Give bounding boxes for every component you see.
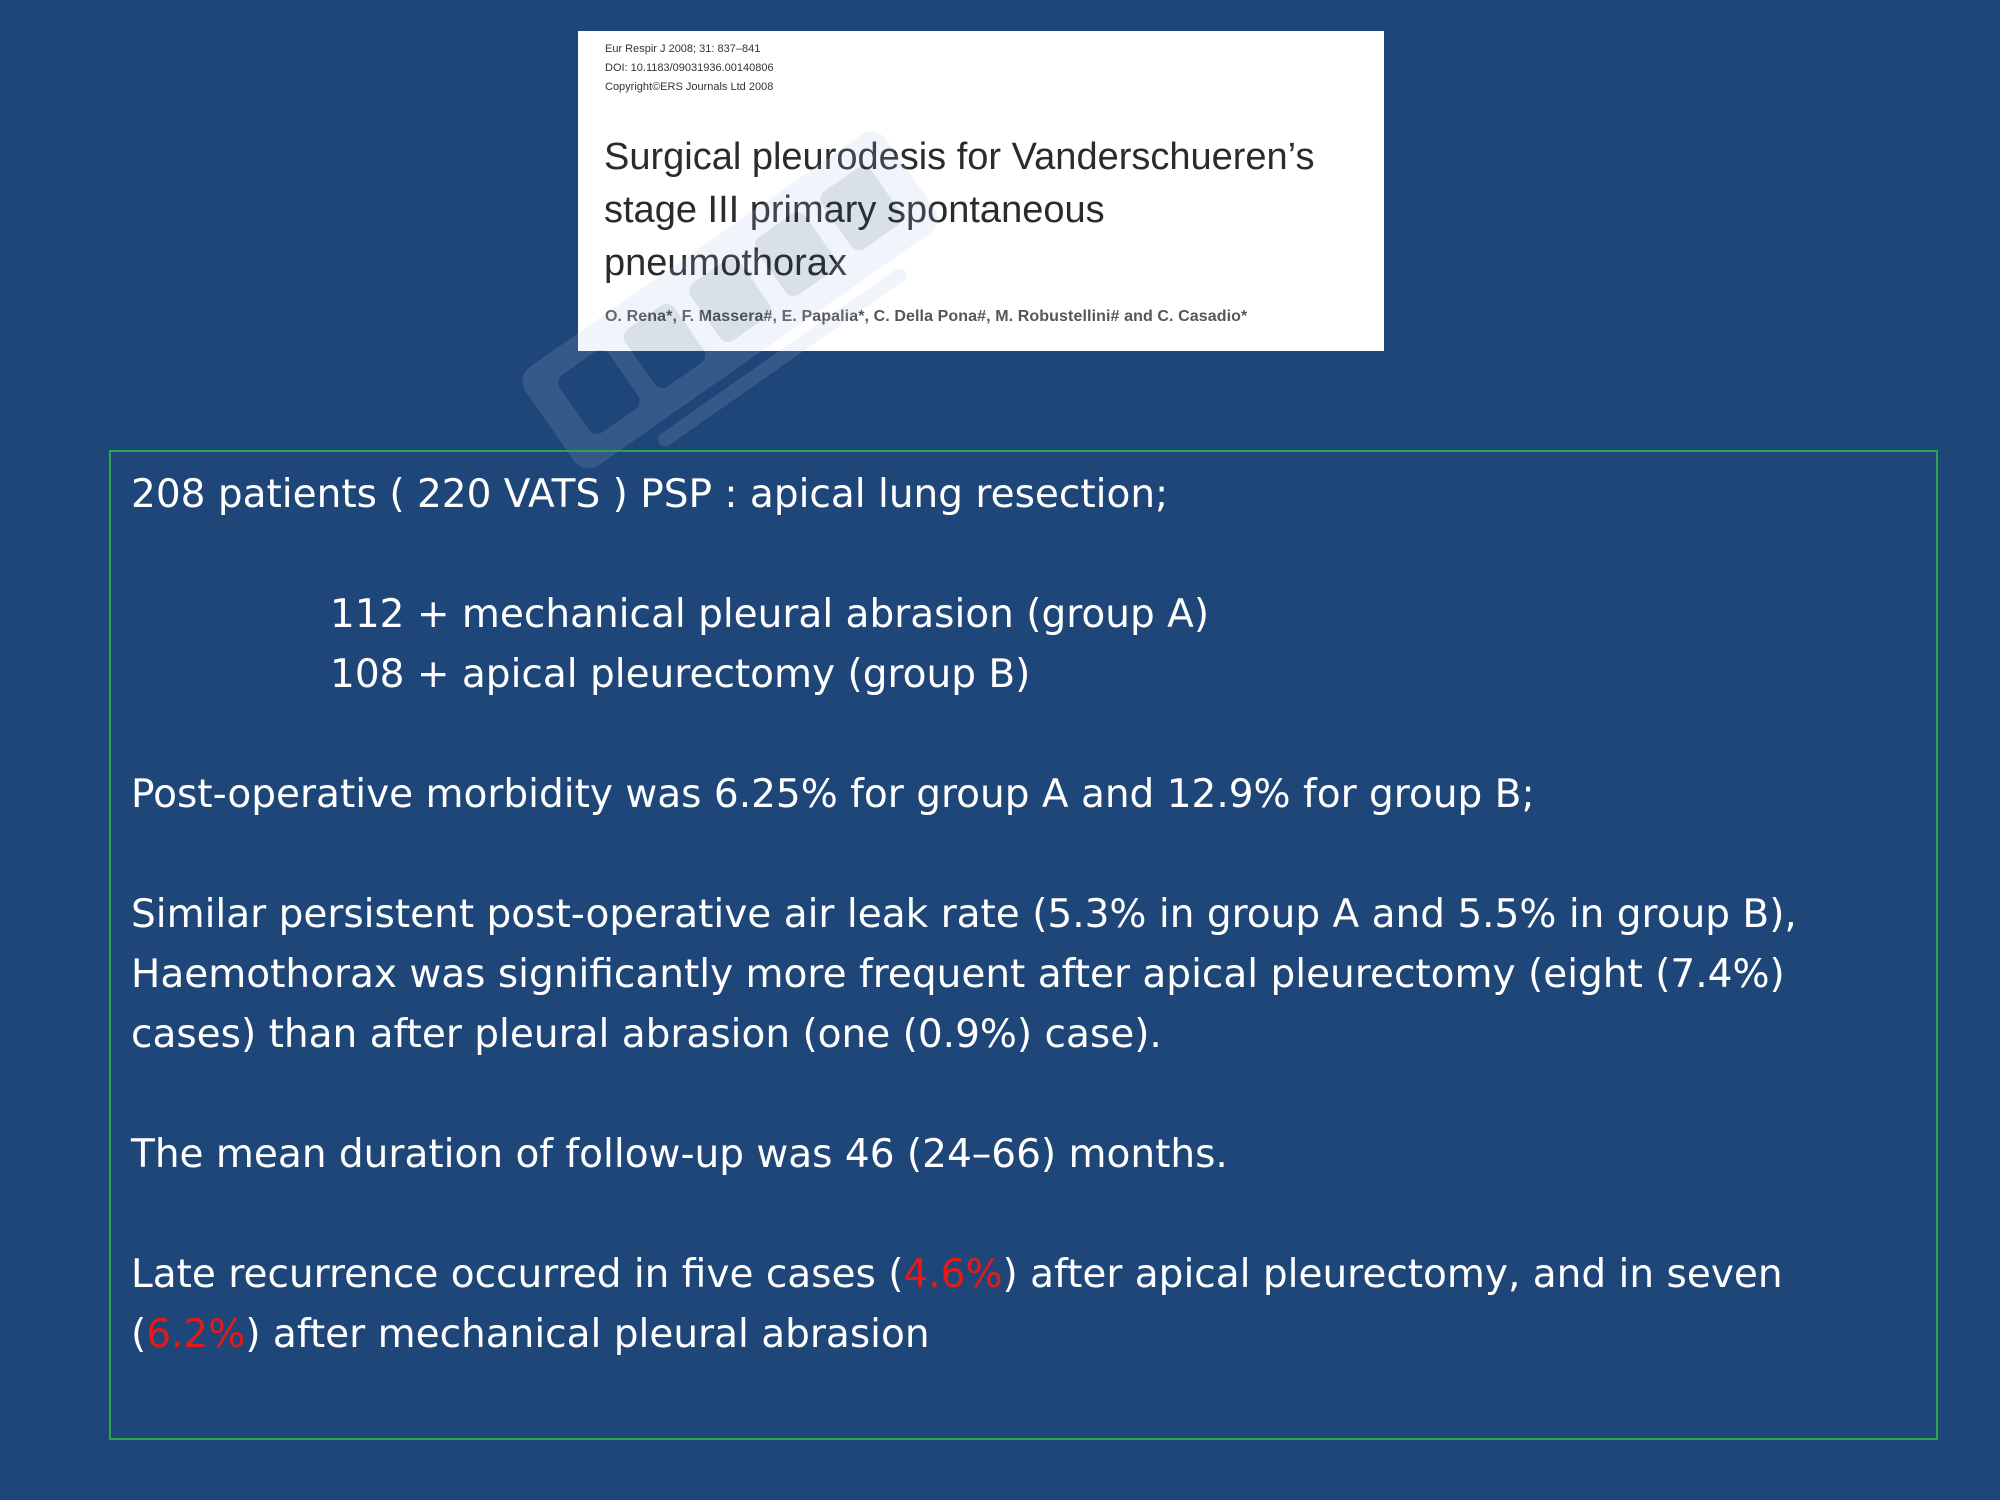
- airleak-line-3: cases) than after pleural abrasion (one (0.9%) case).: [131, 1012, 1162, 1057]
- recurrence-text-1: Late recurrence occurred in five cases (: [131, 1252, 904, 1297]
- recurrence-value-pleurectomy: 4.6%: [903, 1252, 1003, 1297]
- summary-box: [109, 450, 1938, 1440]
- group-a-text: 112 + mechanical pleural abrasion (group A): [330, 592, 1210, 637]
- article-title: [604, 131, 1314, 290]
- citation-doi: DOI: 10.1183/09031936.00140806: [605, 62, 774, 74]
- recurrence-text-3: (: [131, 1312, 147, 1357]
- article-citation: [605, 40, 774, 97]
- group-b-text: 108 + apical pleurectomy (group B): [330, 652, 1031, 697]
- airleak-line-2: Haemothorax was significantly more frequent after apical pleurectomy (eight (7.4%): [131, 952, 1785, 997]
- intro-text: 208 patients ( 220 VATS ) PSP : apical lung resection;: [131, 472, 1169, 517]
- article-title-line-2: stage III primary spontaneous: [604, 189, 1105, 231]
- morbidity-text: Post-operative morbidity was 6.25% for group A and 12.9% for group B;: [131, 772, 1535, 817]
- article-header-image: [578, 31, 1384, 351]
- article-title-line-1: Surgical pleurodesis for Vanderschueren’s: [604, 136, 1315, 178]
- followup-text: The mean duration of follow-up was 46 (24–66) months.: [131, 1132, 1228, 1177]
- recurrence-line-1: [131, 1245, 1783, 1305]
- citation-copyright: Copyright©ERS Journals Ltd 2008: [605, 81, 774, 93]
- recurrence-value-abrasion: 6.2%: [146, 1312, 246, 1357]
- recurrence-text-4: ) after mechanical pleural abrasion: [245, 1312, 930, 1357]
- article-authors: O. Rena*, F. Massera#, E. Papalia*, C. Della Pona#, M. Robustellini# and C. Casadio*: [605, 308, 1248, 325]
- recurrence-line-2: [131, 1305, 930, 1365]
- airleak-line-1: Similar persistent post-operative air leak rate (5.3% in group A and 5.5% in group B),: [131, 892, 1797, 937]
- article-title-line-3: pneumothorax: [604, 242, 847, 284]
- recurrence-text-2: ) after apical pleurectomy, and in seven: [1002, 1252, 1783, 1297]
- citation-journal: Eur Respir J 2008; 31: 837–841: [605, 43, 761, 55]
